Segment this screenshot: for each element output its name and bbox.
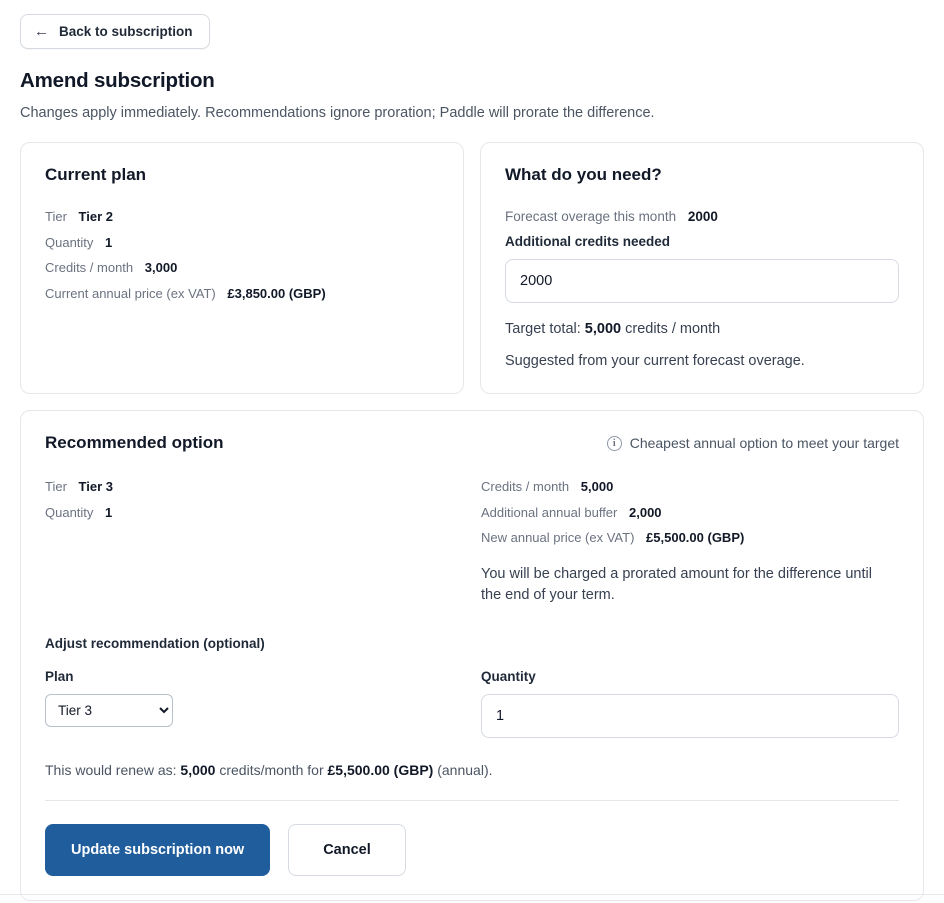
forecast-overage-label: Forecast overage this month	[505, 209, 677, 224]
proration-note: You will be charged a prorated amount for the difference until the end of your term.	[481, 565, 872, 603]
detail-value: 1	[105, 234, 113, 250]
plan-select[interactable]	[45, 694, 173, 727]
detail-row	[45, 207, 439, 227]
recommended-columns	[45, 477, 899, 606]
recommended-left-column	[45, 477, 481, 606]
target-total-prefix: Target total:	[505, 321, 581, 337]
detail-value: 1	[105, 504, 113, 520]
additional-credits-input[interactable]	[505, 259, 899, 303]
arrow-left-icon: ←	[34, 23, 49, 40]
detail-label: Quantity	[45, 504, 94, 520]
target-total-value: 5,000	[584, 321, 622, 337]
adjust-recommendation-label: Adjust recommendation (optional)	[45, 635, 265, 651]
info-icon: i	[607, 436, 622, 451]
detail-value: 3,000	[144, 260, 178, 275]
update-subscription-button[interactable]: Update subscription now	[45, 824, 270, 876]
detail-row	[45, 258, 439, 278]
renewal-suffix: (annual).	[437, 761, 493, 778]
cards-row	[20, 142, 924, 394]
detail-row	[45, 503, 481, 523]
renewal-middle: credits/month for	[219, 761, 324, 778]
page-bottom-divider	[0, 894, 944, 895]
back-to-subscription-button[interactable]	[20, 14, 210, 49]
forecast-overage-value: 2000	[687, 209, 718, 224]
target-total-row	[505, 321, 899, 337]
detail-value: Tier 3	[78, 479, 113, 494]
detail-row	[45, 284, 439, 304]
detail-value: Tier 2	[78, 209, 113, 224]
adjust-recommendation-controls	[45, 669, 899, 738]
detail-value: 5,000	[580, 479, 614, 494]
forecast-overage-row	[505, 209, 899, 224]
plan-label: Plan	[45, 668, 74, 684]
detail-row	[481, 503, 899, 523]
quantity-field	[481, 669, 899, 738]
cheapest-option-label: Cheapest annual option to meet your target	[629, 435, 899, 451]
plan-field	[45, 669, 481, 738]
quantity-input[interactable]	[481, 694, 899, 738]
detail-row	[481, 528, 899, 548]
detail-label: Tier	[45, 479, 67, 494]
detail-row	[45, 477, 481, 497]
detail-label: New annual price (ex VAT)	[481, 530, 635, 545]
detail-value: 2,000	[629, 504, 662, 520]
current-plan-details	[45, 207, 439, 303]
detail-value: £5,500.00 (GBP)	[646, 530, 745, 545]
renewal-summary	[45, 762, 899, 778]
detail-label: Quantity	[45, 234, 94, 250]
additional-credits-label: Additional credits needed	[505, 234, 671, 249]
recommended-option-card	[20, 410, 924, 901]
back-to-subscription-label: Back to subscription	[59, 24, 193, 39]
page-title: Amend subscription	[20, 69, 215, 92]
detail-label: Credits / month	[45, 260, 134, 275]
actions-divider	[45, 800, 899, 801]
renewal-credits: 5,000	[180, 761, 216, 778]
cheapest-option-badge	[607, 435, 899, 451]
recommended-right-column	[481, 477, 899, 606]
current-plan-card	[20, 142, 464, 394]
renewal-price: £5,500.00 (GBP)	[327, 761, 434, 778]
detail-label: Tier	[45, 209, 67, 224]
recommended-header	[45, 433, 899, 453]
current-plan-title: Current plan	[45, 165, 147, 184]
needs-card	[480, 142, 924, 394]
quantity-label: Quantity	[481, 668, 536, 684]
detail-row	[481, 477, 899, 497]
cancel-button[interactable]: Cancel	[288, 824, 406, 876]
needs-title: What do you need?	[505, 165, 662, 184]
detail-label: Current annual price (ex VAT)	[45, 285, 216, 301]
detail-label: Additional annual buffer	[481, 504, 618, 520]
detail-row	[45, 233, 439, 253]
recommended-title: Recommended option	[45, 433, 224, 452]
card-actions	[45, 824, 899, 876]
suggestion-note: Suggested from your current forecast overage.	[505, 353, 805, 369]
page-subtitle: Changes apply immediately. Recommendations ignore proration; Paddle will prorate the difference.	[20, 105, 655, 121]
detail-label: Credits / month	[481, 479, 570, 494]
renewal-prefix: This would renew as:	[45, 761, 177, 778]
detail-value: £3,850.00 (GBP)	[227, 285, 326, 301]
target-total-suffix: credits / month	[625, 321, 721, 337]
